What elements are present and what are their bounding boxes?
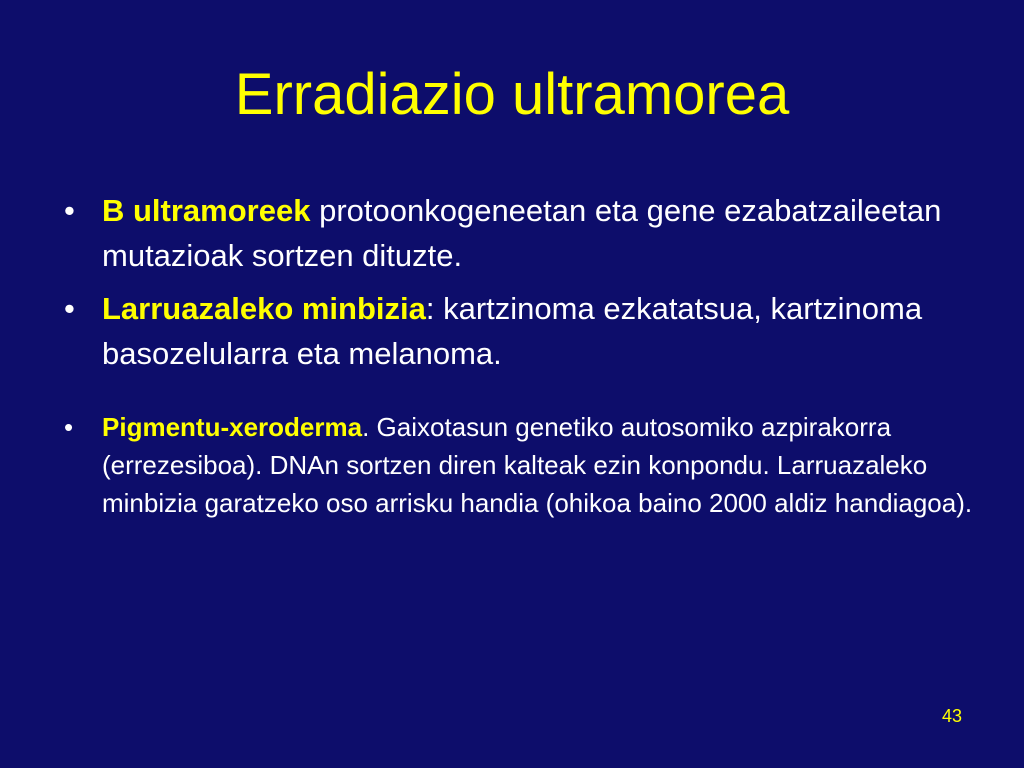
bullet-item	[60, 188, 980, 278]
bullet-text: protoonkogeneetan eta gene ezabatzaileetan mutazioak sortzen dituzte.	[102, 193, 942, 273]
bullet-key-term: Larruazaleko minbizia	[102, 291, 426, 326]
bullet-list	[60, 188, 980, 522]
bullet-text: . Gaixotasun genetiko autosomiko azpirakorra (errezesiboa). DNAn sortzen diren kalteak ezin konpondu. Larruazaleko minbizia garatzeko oso arrisku handia (ohikoa baino 2000 aldiz handiagoa).	[102, 412, 973, 518]
bullet-key-term: Pigmentu-xeroderma	[102, 412, 363, 442]
bullet-item	[60, 408, 980, 522]
slide-title: Erradiazio ultramorea	[234, 62, 790, 127]
bullet-dot-icon: •	[64, 412, 74, 442]
page-number: 43	[941, 706, 962, 726]
bullet-key-term: B ultramoreek	[102, 193, 311, 228]
bullet-text: : kartzinoma ezkatatsua, kartzinoma basozelularra eta melanoma.	[102, 291, 923, 371]
bullet-dot-icon: •	[64, 193, 75, 228]
bullet-item	[60, 286, 980, 376]
bullet-dot-icon: •	[64, 291, 75, 326]
